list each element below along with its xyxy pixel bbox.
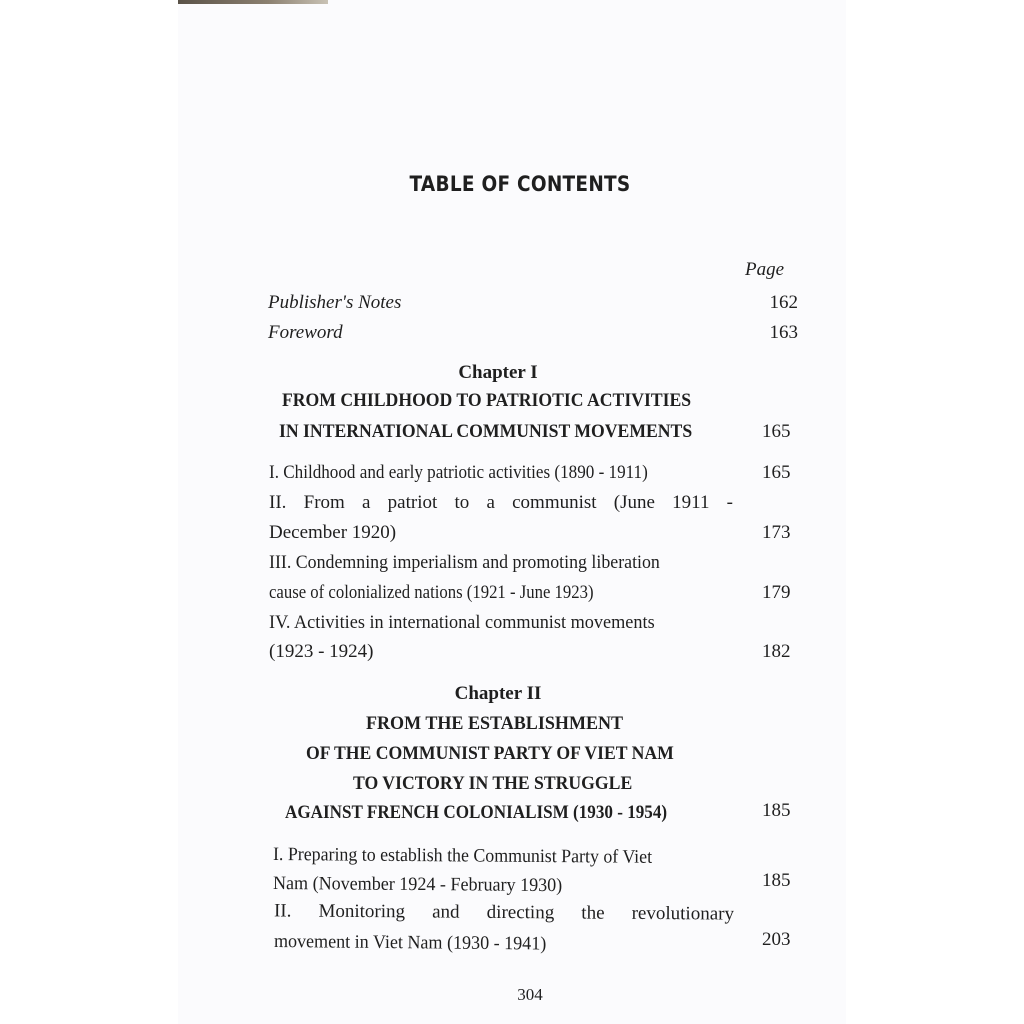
chapter-1-label: Chapter I <box>458 362 538 383</box>
section-1-2-page: 173 <box>762 522 791 543</box>
chapter-1-heading-line-1[interactable]: FROM CHILDHOOD TO PATRIOTIC ACTIVITIES <box>282 390 692 411</box>
section-2-1-page: 185 <box>762 870 791 891</box>
section-1-4-line-2[interactable]: (1923 - 1924) <box>269 641 374 662</box>
section-1-2-line-1[interactable]: II. From a patriot to a communist (June 1911 - <box>269 492 733 513</box>
section-2-1-line-1[interactable]: I. Preparing to establish the Communist Party of Viet <box>272 844 653 868</box>
page-column-label: Page <box>745 259 785 280</box>
section-2-1-line-2[interactable]: Nam (November 1924 - February 1930) <box>272 873 563 897</box>
section-2-2-line-1[interactable]: II. Monitoring and directing the revolutionary <box>273 900 735 925</box>
chapter-2-heading-line-1[interactable]: FROM THE ESTABLISHMENT <box>366 713 624 734</box>
page-number: 304 <box>517 985 543 1004</box>
entry-label: Publisher's Notes <box>268 292 402 313</box>
page-edge-shadow <box>178 0 328 4</box>
section-1-4-page: 182 <box>762 641 791 662</box>
entry-page: 162 <box>769 292 798 313</box>
chapter-2-page: 185 <box>762 800 791 821</box>
toc-entry-foreword[interactable] <box>268 318 798 348</box>
entry-label: Foreword <box>268 322 343 343</box>
toc-entry-publishers-notes[interactable] <box>268 288 798 318</box>
section-1-1-line-1[interactable]: I. Childhood and early patriotic activities (1890 - 1911) <box>269 462 648 483</box>
entry-page: 163 <box>769 322 798 343</box>
section-1-2-line-2[interactable]: December 1920) <box>269 522 397 543</box>
chapter-1-page: 165 <box>762 421 791 442</box>
section-1-4-line-1[interactable]: IV. Activities in international communist movements <box>269 612 655 633</box>
chapter-2-heading-line-4[interactable]: AGAINST FRENCH COLONIALISM (1930 - 1954) <box>285 802 668 823</box>
chapter-2-heading-line-3[interactable]: TO VICTORY IN THE STRUGGLE <box>353 773 633 794</box>
section-2-2-page: 203 <box>762 929 791 950</box>
section-1-3-line-2[interactable]: cause of colonialized nations (1921 - June 1923) <box>269 582 594 603</box>
section-1-3-page: 179 <box>762 582 791 603</box>
section-1-1-page: 165 <box>762 462 791 483</box>
chapter-2-heading-line-2[interactable]: OF THE COMMUNIST PARTY OF VIET NAM <box>306 743 674 764</box>
section-1-3-line-1[interactable]: III. Condemning imperialism and promoting liberation <box>269 552 660 573</box>
page-title: TABLE OF CONTENTS <box>409 172 631 196</box>
chapter-2-label: Chapter II <box>454 683 542 704</box>
section-2-2-line-2[interactable]: movement in Viet Nam (1930 - 1941) <box>273 931 547 955</box>
chapter-1-heading-line-2[interactable]: IN INTERNATIONAL COMMUNIST MOVEMENTS <box>279 421 693 442</box>
